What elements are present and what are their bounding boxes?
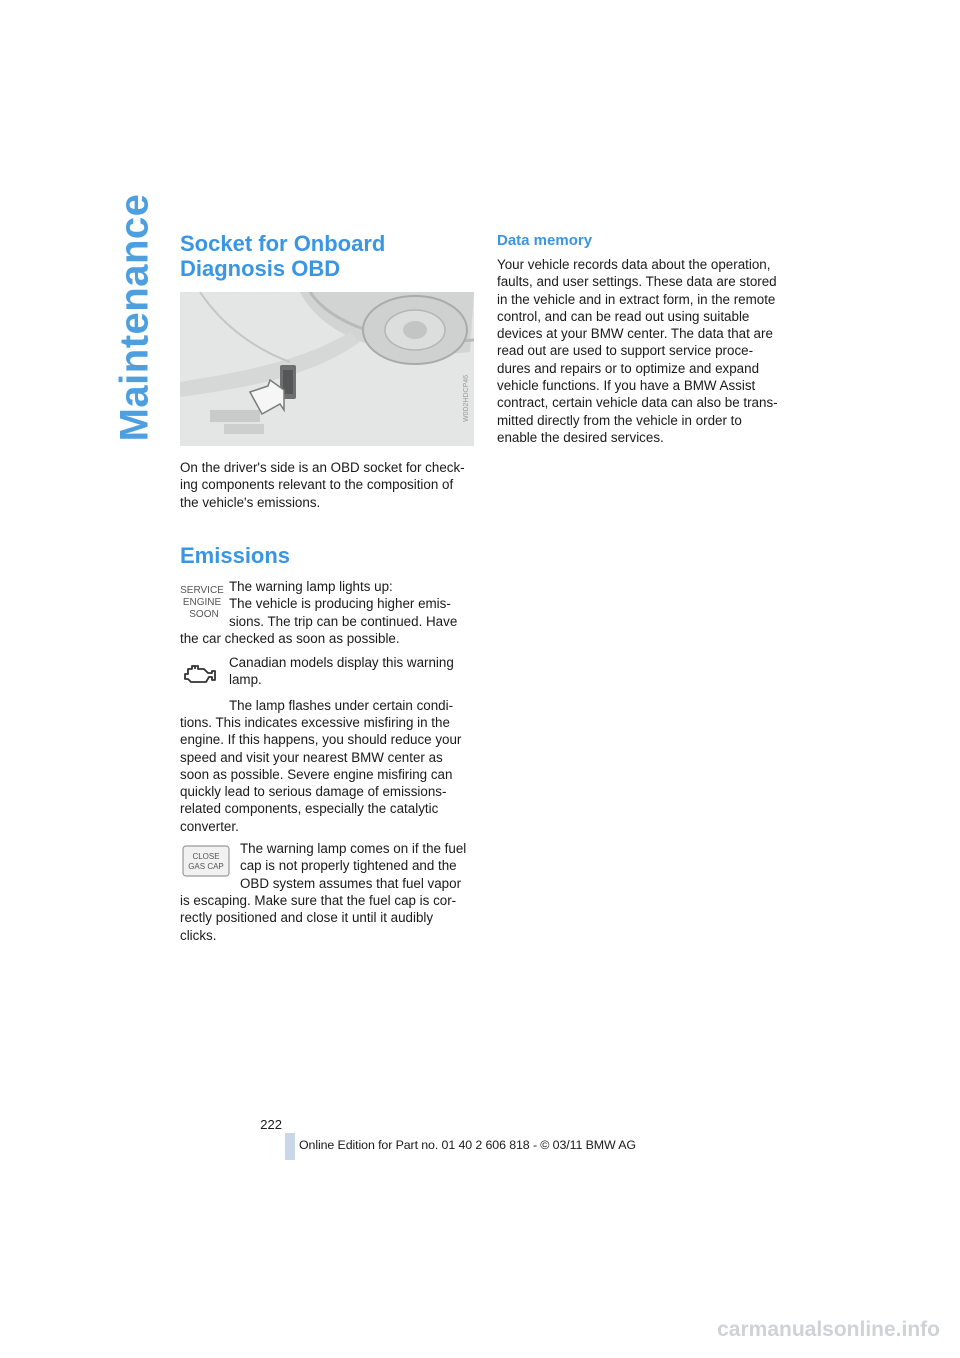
emissions-para3-line: The lamp flashes under certain condi- [229,698,454,713]
footer-accent-bar [285,1133,295,1160]
emissions-para4-line: rectly positioned and close it until it audibly [180,910,434,926]
emissions-para2 [229,654,454,689]
obd-body-line: On the driver's side is an OBD socket for check- [180,460,465,475]
emissions-para1-indented [229,578,457,630]
data-memory-line: faults, and user settings. These data are stored [497,274,777,290]
check-engine-icon [182,663,218,685]
chapter-title: Maintenance [112,193,157,441]
data-memory-line: devices at your BMW center. The data that are [497,326,773,342]
emissions-para3-line: quickly lead to serious damage of emissions- [180,784,447,800]
emissions-para3-line: tions. This indicates excessive misfiring in the [180,715,450,730]
site-watermark: carmanualsonline.info [717,1318,940,1341]
obd-socket-photo [180,292,474,446]
emissions-para4-line: cap is not properly tightened and the [240,858,457,874]
photo-code: W0D2HDCP46 [463,374,470,422]
emissions-para4-line: is escaping. Make sure that the fuel cap is cor- [180,893,457,908]
service-icon-text: SERVICE [180,585,224,596]
emissions-para3-line: speed and visit your nearest BMW center as [180,749,443,765]
data-memory-line: dures and repairs or to optimize and expand [497,360,760,376]
emissions-para3-line: engine. If this happens, you should reduce your [180,732,462,748]
emissions-para3-rest [180,714,461,835]
data-memory-title: Data memory [497,232,593,249]
emissions-para3-line: related components, especially the catalytic [180,801,439,817]
emissions-para1-line: The warning lamp lights up: [229,579,393,594]
data-memory-line: read out are used to support service proce- [497,343,754,359]
data-memory-line: Your vehicle records data about the operation, [497,257,771,272]
emissions-para1-line: The vehicle is producing higher emis- [229,596,451,612]
emissions-para4-line: The warning lamp comes on if the fuel [240,841,467,856]
gascap-icon-text: GAS CAP [188,862,224,871]
service-icon-text: SOON [189,609,219,620]
data-memory-body [497,256,778,446]
page-number: 222 [260,1117,282,1132]
obd-title-line1: Socket for Onboard [180,231,386,256]
emissions-para3-line: soon as possible. Severe engine misfiring can [180,766,453,782]
emissions-para2-line: Canadian models display this warning [229,655,454,670]
obd-body-line: the vehicle's emissions. [180,494,321,510]
obd-title-line2: Diagnosis OBD [180,256,341,281]
emissions-para4-indented [240,840,466,892]
obd-body [180,459,465,511]
close-gas-cap-icon [182,845,230,877]
data-memory-line: contract, certain vehicle data can also be trans- [497,395,778,411]
service-engine-soon-icon [180,582,224,622]
emissions-para3-line: converter. [180,818,239,834]
service-icon-text: ENGINE [182,597,222,608]
emissions-para4-full [180,892,456,944]
emissions-para1-line: sions. The trip can be continued. Have [229,613,458,629]
footer-edition: Online Edition for Part no. 01 40 2 606 818 - © 03/11 BMW AG [299,1138,636,1152]
emissions-title: Emissions [180,543,291,568]
emissions-para4-line: clicks. [180,927,217,943]
data-memory-line: in the vehicle and in extract form, in the remote [497,291,776,307]
obd-section-title [180,231,385,281]
obd-body-line: ing components relevant to the composition of [180,477,454,493]
gascap-icon-text: CLOSE [192,852,220,861]
emissions-para3-first [229,697,453,714]
emissions-para1-full [180,630,400,647]
data-memory-line: enable the desired services. [497,429,664,445]
chapter-side-tab [112,193,157,441]
data-memory-line: control, and can be read out using suitable [497,308,750,324]
data-memory-line: vehicle functions. If you have a BMW Assist [497,378,756,394]
emissions-para2-line: lamp. [229,672,262,688]
emissions-para4-line: OBD system assumes that fuel vapor [240,875,462,891]
data-memory-line: mitted directly from the vehicle in order to [497,412,742,428]
emissions-para1-line: the car checked as soon as possible. [180,631,400,646]
